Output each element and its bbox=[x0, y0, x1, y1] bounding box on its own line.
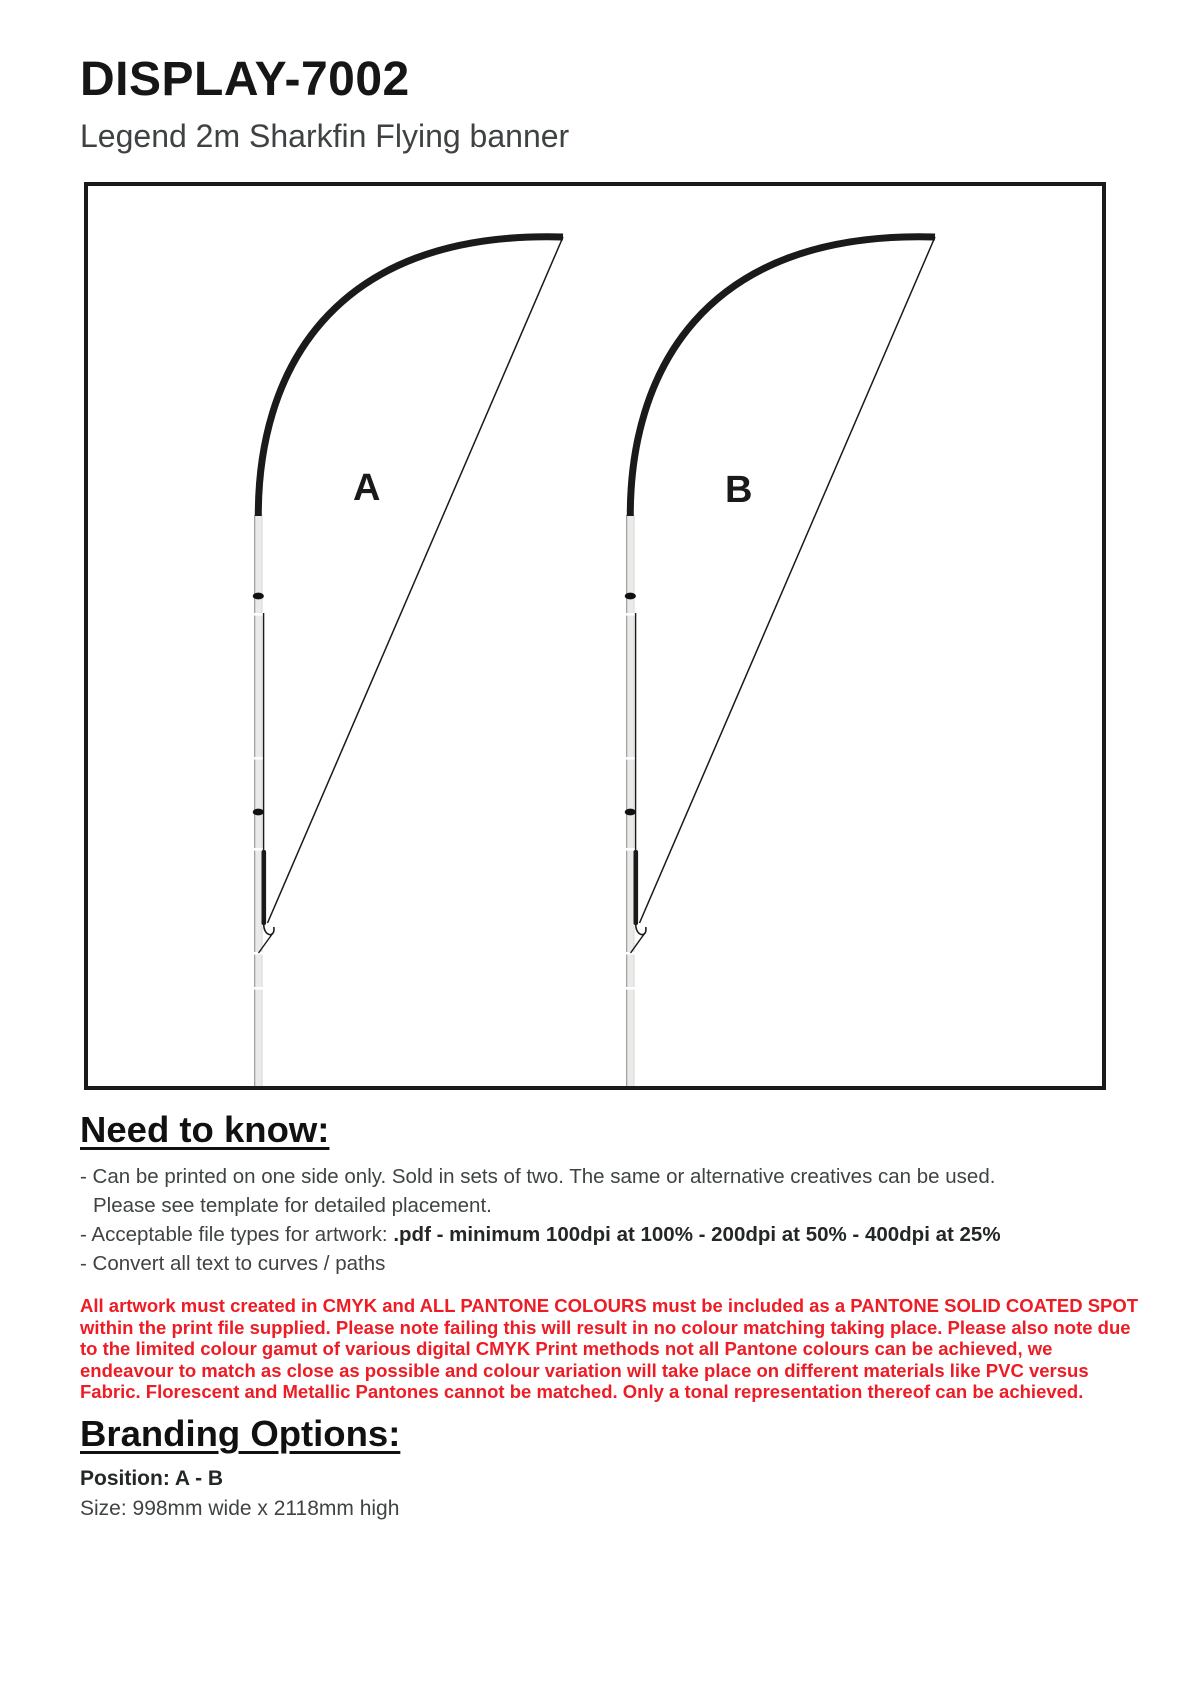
flags-diagram bbox=[88, 186, 1102, 1086]
note-line-filetypes: - Acceptable file types for artwork: .pdf - minimum 100dpi at 100% - 200dpi at 50% - 400dpi at 25% bbox=[80, 1223, 1001, 1246]
need-to-know-notes bbox=[80, 1162, 1001, 1278]
flag-b-label: B bbox=[725, 469, 753, 511]
pantone-warning-text bbox=[80, 1295, 1138, 1403]
note-line-curves: - Convert all text to curves / paths bbox=[80, 1252, 386, 1275]
need-to-know-heading: Need to know: bbox=[80, 1109, 330, 1150]
branding-position: Position: A - B bbox=[80, 1467, 224, 1490]
warning-line: to the limited colour gamut of various digital CMYK Print methods not all Pantone colours can be achieved, we bbox=[80, 1338, 1053, 1359]
flag-a-illustration bbox=[253, 237, 563, 1086]
branding-options-heading: Branding Options: bbox=[80, 1413, 401, 1454]
filetypes-bold-spec: .pdf - minimum 100dpi at 100% - 200dpi at 50% - 400dpi at 25% bbox=[393, 1223, 1001, 1246]
flag-b-illustration bbox=[625, 237, 935, 1086]
warning-line: endeavour to match as close as possible and colour variation will take place on different materials like PVC versus bbox=[80, 1359, 1089, 1381]
warning-line: All artwork must created in CMYK and ALL PANTONE COLOURS must be included as a PANTONE SOLID COATED SPOT bbox=[80, 1295, 1139, 1316]
page-subtitle: Legend 2m Sharkfin Flying banner bbox=[80, 118, 570, 154]
warning-line: within the print file supplied. Please note failing this will result in no colour matching taking place. Please also note due bbox=[80, 1316, 1131, 1338]
flag-a-label: A bbox=[353, 467, 381, 509]
product-diagram-box bbox=[84, 182, 1106, 1090]
branding-size: Size: 998mm wide x 2118mm high bbox=[80, 1497, 400, 1520]
page-title: DISPLAY-7002 bbox=[80, 53, 410, 106]
note-line-template: Please see template for detailed placement. bbox=[93, 1194, 492, 1217]
warning-line: Fabric. Florescent and Metallic Pantones cannot be matched. Only a tonal representation thereof can be achieved. bbox=[80, 1381, 1084, 1402]
note-line-printed: - Can be printed on one side only. Sold in sets of two. The same or alternative creatives can be used. bbox=[80, 1165, 996, 1188]
